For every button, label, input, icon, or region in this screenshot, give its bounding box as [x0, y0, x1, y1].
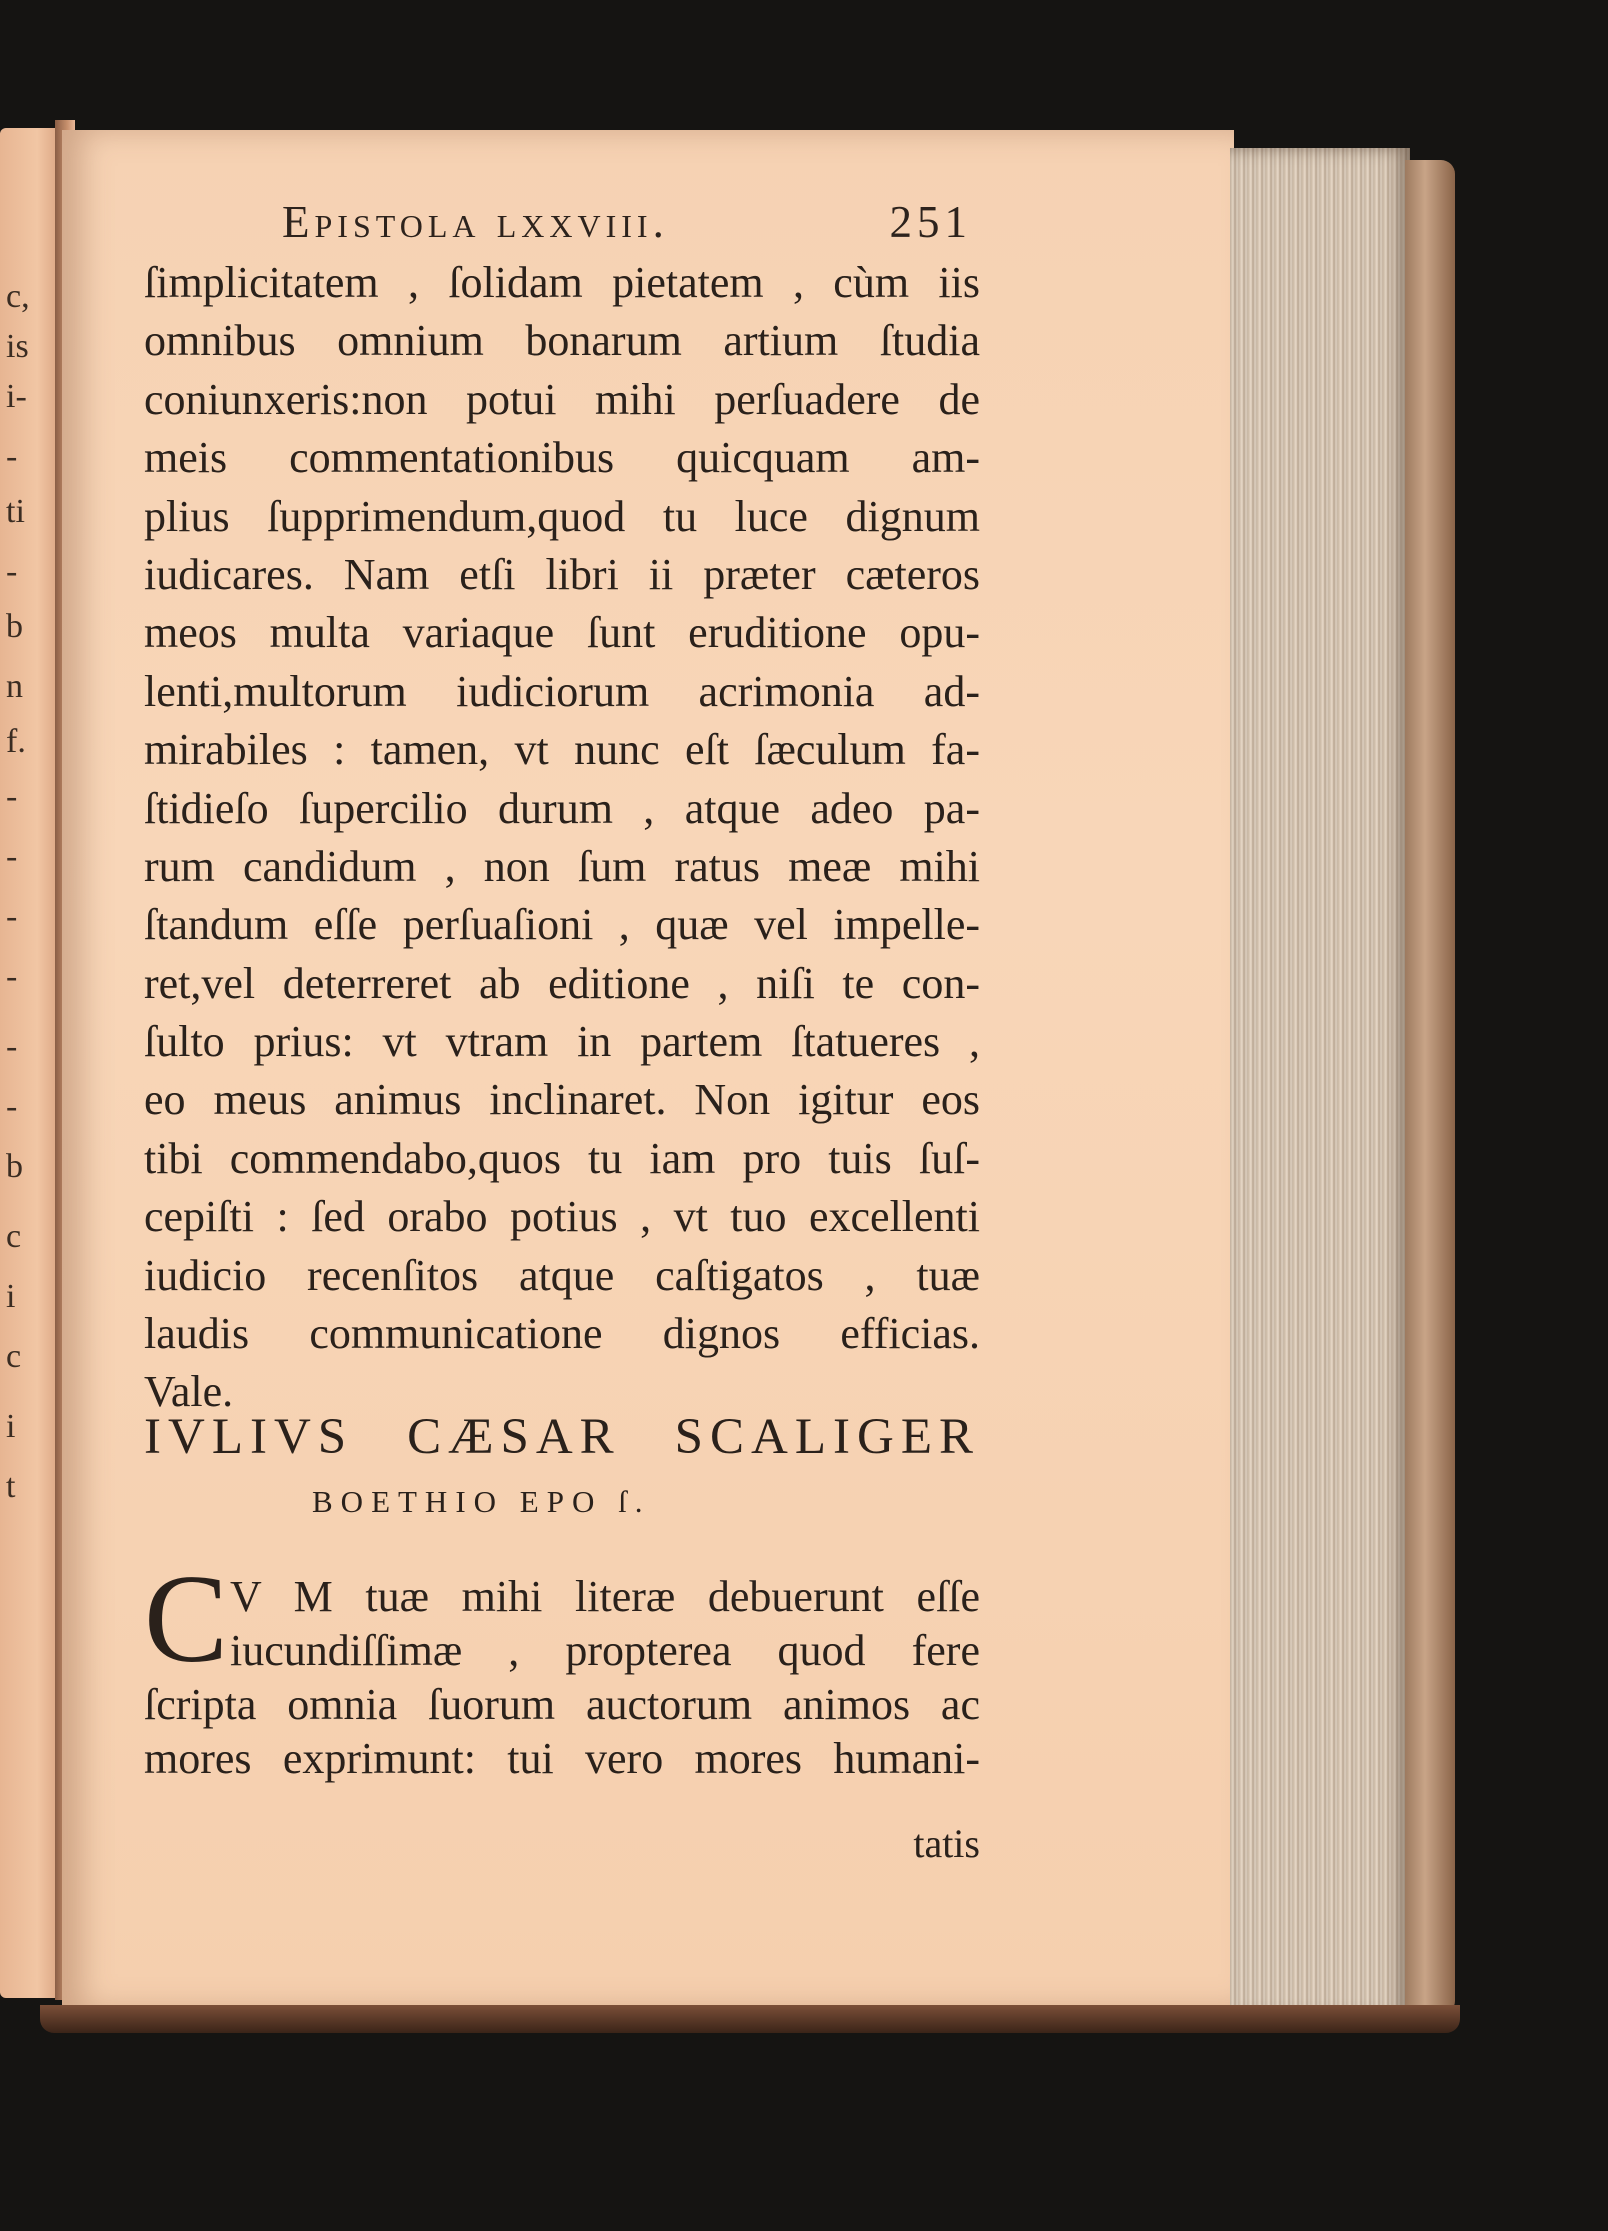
margin-fragment: - [6, 438, 18, 475]
margin-fragment: n [6, 668, 23, 705]
previous-page-edge [0, 128, 62, 1998]
margin-fragment: is [6, 328, 29, 365]
text-line: rum candidum , non ſum ratus meæ mihi [144, 841, 980, 891]
text-line: iudicares. Nam etſi libri ii præter cæteros [144, 549, 980, 599]
margin-fragment: b [6, 608, 23, 645]
text-line: cepiſti : ſed orabo potius , vt tuo excellenti [144, 1192, 980, 1242]
text-line: eo meus animus inclinaret. Non igitur eos [144, 1075, 980, 1125]
running-head-title: Epistola lxxviii. [282, 197, 669, 247]
text-line: ſulto prius: vt vtram in partem ſtatueres , [144, 1017, 980, 1067]
text-line: laudis communicatione dignos efficias. [144, 1309, 980, 1359]
text-line: lenti,multorum iudiciorum acrimonia ad- [144, 666, 980, 716]
catchword: tatis [913, 1821, 980, 1866]
letter-addressee: BOETHIO EPO ſ. [312, 1484, 651, 1519]
margin-fragment: b [6, 1148, 23, 1185]
margin-fragment: ti [6, 493, 25, 530]
second-letter-body [144, 1570, 980, 1786]
text-line: tibi commendabo,quos tu iam pro tuis ſuſ- [144, 1133, 980, 1183]
letter-heading: IVLIVS CÆSAR SCALIGER [144, 1409, 980, 1465]
text-line: iudicio recenſitos atque caſtigatos , tuæ [144, 1250, 980, 1300]
margin-fragment: c, [6, 278, 30, 315]
margin-fragment: - [6, 553, 18, 590]
letter-body [144, 254, 980, 1422]
text-line: ſtidieſo ſupercilio durum , atque adeo pa- [144, 783, 980, 833]
text-line: coniunxeris:non potui mihi perſuadere de [144, 374, 980, 424]
margin-fragment: i [6, 1278, 16, 1315]
text-line: ſimplicitatem , ſolidam pietatem , cùm iis [144, 258, 980, 307]
text-line: omnibus omnium bonarum artium ſtudia [144, 316, 980, 366]
text-line: meis commentationibus quicquam am- [144, 433, 980, 483]
margin-fragment: i [6, 1408, 16, 1445]
margin-fragment: t [6, 1468, 16, 1505]
margin-fragment: c [6, 1218, 22, 1255]
text-line: plius ſupprimendum,quod tu luce dignum [144, 491, 980, 541]
margin-fragment: - [6, 1028, 18, 1065]
text-line: V M tuæ mihi literæ debuerunt eſſe [230, 1572, 980, 1621]
text-line: ret,vel deterreret ab editione , niſi te con- [144, 958, 980, 1008]
text-line: iucundiſſimæ , propterea quod fere [230, 1626, 980, 1675]
text-line: mirabiles : tamen, vt nunc eſt ſæculum fa- [144, 725, 980, 775]
drop-capital: C [144, 1550, 229, 1689]
margin-fragment: - [6, 778, 18, 815]
book-binding-bottom [40, 2005, 1460, 2033]
margin-fragment: - [6, 1088, 18, 1125]
book-cover-edge [1405, 160, 1455, 2015]
text-line: meos multa variaque ſunt eruditione opu- [144, 608, 980, 658]
running-head [282, 196, 972, 260]
page-number: 251 [889, 197, 972, 247]
margin-fragment: c [6, 1338, 22, 1375]
margin-fragment: f. [6, 723, 26, 760]
text-line: mores exprimunt: tui vero mores humani- [144, 1734, 980, 1783]
margin-fragment: i- [6, 378, 27, 415]
margin-fragment: - [6, 898, 18, 935]
text-line: ſtandum eſſe perſuaſioni , quæ vel impelle- [144, 900, 980, 950]
text-line: Vale. [144, 1367, 234, 1417]
text-line: ſcripta omnia ſuorum auctorum animos ac [144, 1680, 980, 1729]
margin-fragment: - [6, 958, 18, 995]
margin-fragment: - [6, 838, 18, 875]
page-block-edge [1230, 148, 1410, 2018]
